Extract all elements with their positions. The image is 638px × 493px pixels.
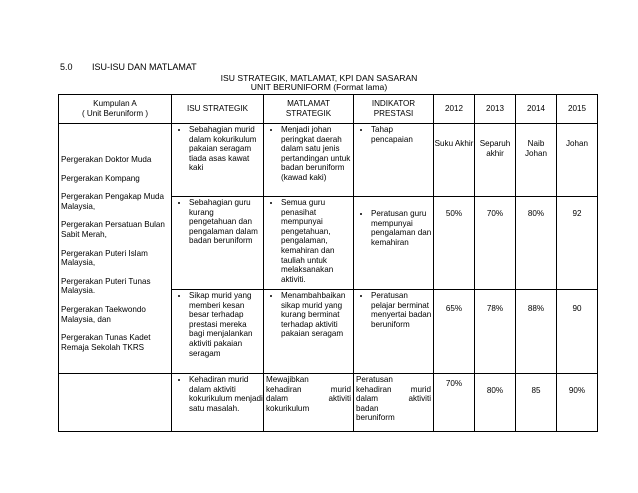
header-group-line2: ( Unit Beruniform )	[81, 109, 149, 118]
indikator-text: • Peratusan guru mempunyai pengalaman dan kemahiran	[371, 209, 433, 247]
target-2015: Johan	[557, 124, 598, 197]
matlamat-cell	[264, 124, 354, 197]
section-title: ISU-ISU DAN MATLAMAT	[92, 62, 197, 72]
document-subtitle: UNIT BERUNIFORM (Format lama)	[250, 82, 388, 92]
indikator-text: • Peratusan pelajar berminat menyertai badan beruniform	[371, 291, 433, 329]
header-group-line1: Kumpulan A	[93, 99, 137, 109]
isu-text: • Sikap murid yang memberi kesan besar terhadap prestasi mereka bagi menjalankan aktiviti pakaian seragam	[189, 291, 263, 358]
isu-text: • Sebahagian guru kurang pengetahuan dan pengalaman dalam badan beruniform	[189, 198, 263, 246]
matlamat-text: • Menambahbaikan sikap murid yang kurang berminat terhadap aktiviti pakaian seragam	[281, 291, 353, 339]
group-item: Pergerakan Taekwondo Malaysia, dan	[61, 304, 146, 324]
section-heading	[60, 62, 197, 72]
table-header-row	[59, 95, 598, 124]
strategy-table	[58, 94, 598, 432]
section-number: 5.0	[60, 62, 73, 72]
matlamat-cell	[264, 290, 354, 374]
target-2014: 85	[516, 374, 557, 432]
header-2015: 2015	[557, 95, 598, 124]
table-row	[59, 374, 598, 432]
group-item: Pergerakan Persatuan Bulan Sabit Merah,	[61, 220, 165, 239]
target-2013: 70%	[475, 197, 516, 290]
target-2012: 65%	[434, 290, 475, 374]
isu-cell	[172, 124, 264, 197]
group-item: Pergerakan Puteri Islam Malaysia,	[61, 248, 148, 268]
group-item: Pergerakan Tunas Kadet Remaja Sekolah TKRS	[61, 333, 151, 352]
matlamat-text: • Menjadi johan peringkat daerah dalam satu jenis pertandingan untuk badan beruniform (kawad kaki)	[281, 125, 353, 183]
indikator-cell	[354, 124, 434, 197]
indikator-cell: Peratusan kehadiran murid dalam aktiviti badan beruniform	[354, 374, 434, 432]
target-2012: Suku Akhir	[434, 124, 475, 197]
isu-cell	[172, 374, 264, 432]
target-2012: 50%	[434, 197, 475, 290]
target-2015: 92	[557, 197, 598, 290]
empty-group-cell	[59, 374, 172, 432]
indikator-cell	[354, 197, 434, 290]
matlamat-text: • Semua guru penasihat mempunyai pengetahuan, pengalaman, kemahiran dan tauliah untuk melaksanakan aktiviti.	[281, 198, 353, 284]
target-2013: 80%	[475, 374, 516, 432]
group-item: Pergerakan Puteri Tunas Malaysia.	[61, 276, 151, 296]
indikator-cell	[354, 290, 434, 374]
isu-text: • Kehadiran murid dalam aktiviti kokurikulum menjadi satu masalah.	[189, 375, 263, 413]
target-2013: 78%	[475, 290, 516, 374]
header-isu: ISU STRATEGIK	[172, 95, 264, 124]
isu-text: • Sebahagian murid dalam kokurikulum pakaian seragam tiada asas kawat kaki	[189, 125, 263, 173]
target-2015: 90	[557, 290, 598, 374]
group-list-cell	[59, 124, 172, 374]
header-matlamat: MATLAMAT STRATEGIK	[264, 95, 354, 124]
isu-cell	[172, 290, 264, 374]
matlamat-cell: Mewajibkan kehadiran murid dalam aktiviti kokurikulum	[264, 374, 354, 432]
indikator-text: • Tahap pencapaian	[371, 125, 433, 144]
matlamat-cell	[264, 197, 354, 290]
target-2014: 80%	[516, 197, 557, 290]
group-item: Pergerakan Kompang	[61, 173, 140, 183]
table-row	[59, 124, 598, 197]
header-group	[59, 95, 172, 124]
header-indikator: INDIKATOR PRESTASI	[354, 95, 434, 124]
header-2013: 2013	[475, 95, 516, 124]
isu-cell	[172, 197, 264, 290]
group-item: Pergerakan Doktor Muda	[61, 155, 152, 164]
target-2015: 90%	[557, 374, 598, 432]
group-item: Pergerakan Pengakap Muda Malaysia,	[61, 192, 165, 211]
target-2013: Separuh akhir	[475, 124, 516, 197]
target-2014: 88%	[516, 290, 557, 374]
document-title: ISU STRATEGIK, MATLAMAT, KPI DAN SASARAN	[220, 73, 418, 83]
target-2012: 70%	[434, 374, 475, 432]
header-2014: 2014	[516, 95, 557, 124]
header-2012: 2012	[434, 95, 475, 124]
target-2014: Naib Johan	[516, 124, 557, 197]
